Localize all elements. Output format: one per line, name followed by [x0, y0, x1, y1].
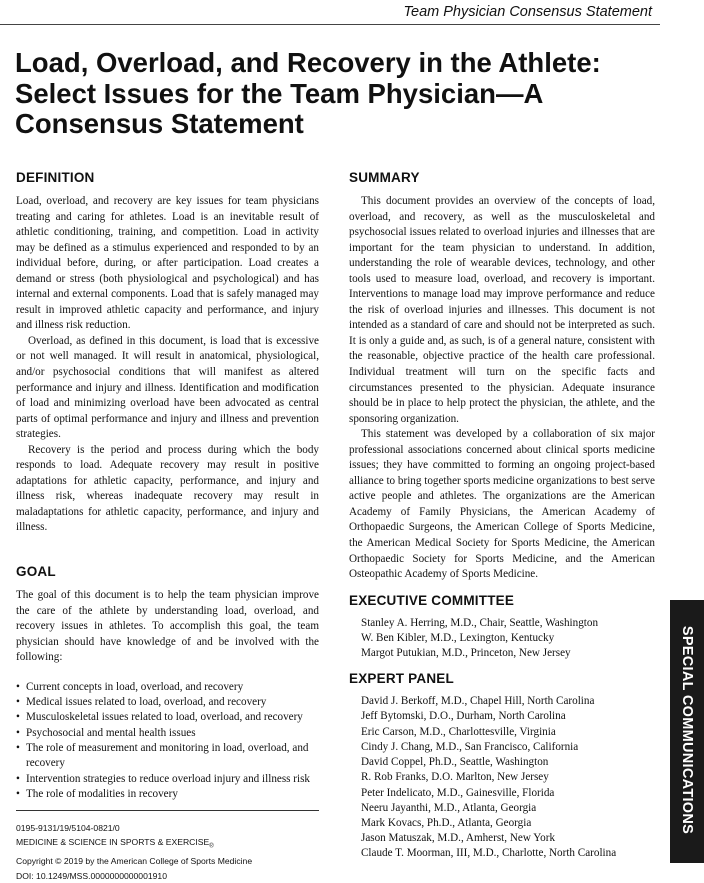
list-item: Jeff Bytomski, D.O., Durham, North Carolina — [361, 710, 566, 723]
list-item: • Medical issues related to load, overload, and recovery — [16, 695, 319, 710]
footnote-rule — [16, 810, 319, 811]
definition-paragraph-1: Load, overload, and recovery are key issues for team physicians treating and caring for athletes. Load is an inevitable result of athletic conditioning, training, and competition. Load in activity may be defined as a stimulus experienced and responded to by an individual before, during, or after participation. Load creates a demand or stress (both physiological and psychological) and has internal and external components. Load that is safely managed may result in improved athletic capacity and performance, and injury and illness risk reduction. — [16, 195, 319, 332]
article-title: Load, Overload, and Recovery in the Athlete: Select Issues for the Team Physician—A Consensus Statement — [15, 47, 601, 139]
left-column — [16, 170, 319, 883]
list-item: Eric Carson, M.D., Charlottesville, Virginia — [361, 725, 556, 738]
header-rule — [0, 24, 660, 25]
list-item: Stanley A. Herring, M.D., Chair, Seattle, Washington — [361, 616, 599, 629]
expert-panel-heading: EXPERT PANEL — [349, 671, 454, 687]
list-item: • Musculoskeletal issues related to load, overload, and recovery — [16, 710, 319, 725]
definition-paragraph-2: Overload, as defined in this document, is load that is excessive or not well managed. It will result in anatomical, physiological, and/or psychosocial conditions that will manifest as altered performance and injury and illness. Identification and modification of load and minimizing overload have been advocated as central parts of optimal performance and injury and illness and prevention strategies. — [16, 334, 319, 441]
goal-paragraph: The goal of this document is to help the team physician improve the care of the athlete by understanding load, overload, and recovery issues in athletes. To accomplish this goal, the team physician should have knowledge of and be involved with the following: — [16, 589, 319, 664]
issn-code: 0195-9131/19/5104-0821/0 — [16, 823, 120, 834]
list-item: • Psychosocial and mental health issues — [16, 726, 319, 741]
list-item: Jason Matuszak, M.D., Amherst, New York — [361, 832, 556, 845]
goal-section — [16, 564, 319, 802]
list-item: • The role of measurement and monitoring in load, overload, and recovery — [16, 741, 319, 772]
list-item: Cindy J. Chang, M.D., San Francisco, California — [361, 740, 579, 753]
summary-section — [349, 170, 655, 583]
right-column — [349, 170, 655, 862]
list-item: David J. Berkoff, M.D., Chapel Hill, North Carolina — [361, 695, 595, 708]
definition-paragraph-3: Recovery is the period and process during which the body responds to load. Adequate recovery may result in positive adaptations for athletic capacity, performance, and injury and illness risk, whereas inadequate recovery may result in maladaptations for athletic capacity, performance, and injury and illness. — [16, 443, 319, 534]
side-tab-label: SPECIAL COMMUNICATIONS — [679, 625, 695, 835]
list-item: Mark Kovacs, Ph.D., Atlanta, Georgia — [361, 816, 532, 829]
definition-section — [16, 170, 319, 536]
copyright-line: Copyright © 2019 by the American College of Sports Medicine — [16, 856, 253, 867]
section-side-tab — [670, 600, 704, 863]
expert-panel-section — [349, 671, 655, 861]
journal-name: MEDICINE & SCIENCE IN SPORTS & EXERCISE — [16, 837, 210, 848]
list-item: • Intervention strategies to reduce overload injury and illness risk — [16, 772, 319, 787]
executive-committee-list — [349, 616, 655, 662]
running-head: Team Physician Consensus Statement — [403, 4, 652, 20]
list-item: David Coppel, Ph.D., Seattle, Washington — [361, 756, 549, 769]
summary-paragraph-2: This statement was developed by a collaboration of six major professional associations concerned about clinical sports medicine issues; they have committed to forming an ongoing project-based alliance to bring together sports medicine organizations to best serve active people and athletes. The organizations are the American Academy of Family Physicians, the American Academy of Orthopaedic Surgeons, the American College of Sports Medicine, the American Medical Society for Sports Medicine, the American Orthopaedic Society for Sports Medicine, and the American Osteopathic Academy of Sports Medicine. — [349, 428, 655, 581]
summary-heading: SUMMARY — [349, 170, 420, 185]
footnote — [16, 821, 319, 883]
journal-line — [16, 835, 319, 854]
list-item: • The role of modalities in recovery — [16, 787, 319, 802]
journal-registered-mark: ® — [209, 844, 214, 851]
executive-committee-heading: EXECUTIVE COMMITTEE — [349, 592, 515, 608]
list-item: Claude T. Moorman, III, M.D., Charlotte, North Carolina — [361, 847, 617, 860]
executive-committee-section — [349, 593, 655, 662]
list-item: Peter Indelicato, M.D., Gainesville, Florida — [361, 786, 555, 799]
list-item: Neeru Jayanthi, M.D., Atlanta, Georgia — [361, 801, 537, 814]
goal-heading: GOAL — [16, 564, 56, 580]
definition-heading: DEFINITION — [16, 170, 95, 185]
list-item: R. Rob Franks, D.O. Marlton, New Jersey — [361, 771, 549, 784]
goal-list — [16, 680, 319, 802]
doi-line[interactable]: DOI: 10.1249/MSS.0000000000001910 — [16, 870, 167, 881]
expert-panel-list — [349, 694, 655, 861]
summary-paragraph-1: This document provides an overview of the concepts of load, overload, and recovery, as well as the musculoskeletal and psychosocial issues related to overload injuries and illnesses that are important for the team physician to understand. In addition, understanding the role of wearable devices, technology, and other tools used to measure load, overload, and recovery is important. Interventions to manage load may improve performance and reduce the risk of overload injuries and illnesses. This document is not intended as a standard of care and should not be interpreted as such. It is only a guide and, as such, is of a general nature, consistent with the reasonable, objective practice of the health care professional. Individual treatment will turn on the specific facts and circumstances presented to the physician. Adequate insurance should be in place to help protect the physician, the athlete, and the sponsoring organization. — [349, 195, 655, 425]
list-item: Margot Putukian, M.D., Princeton, New Jersey — [361, 647, 571, 660]
list-item: W. Ben Kibler, M.D., Lexington, Kentucky — [361, 631, 555, 644]
list-item: • Current concepts in load, overload, and recovery — [16, 680, 319, 695]
